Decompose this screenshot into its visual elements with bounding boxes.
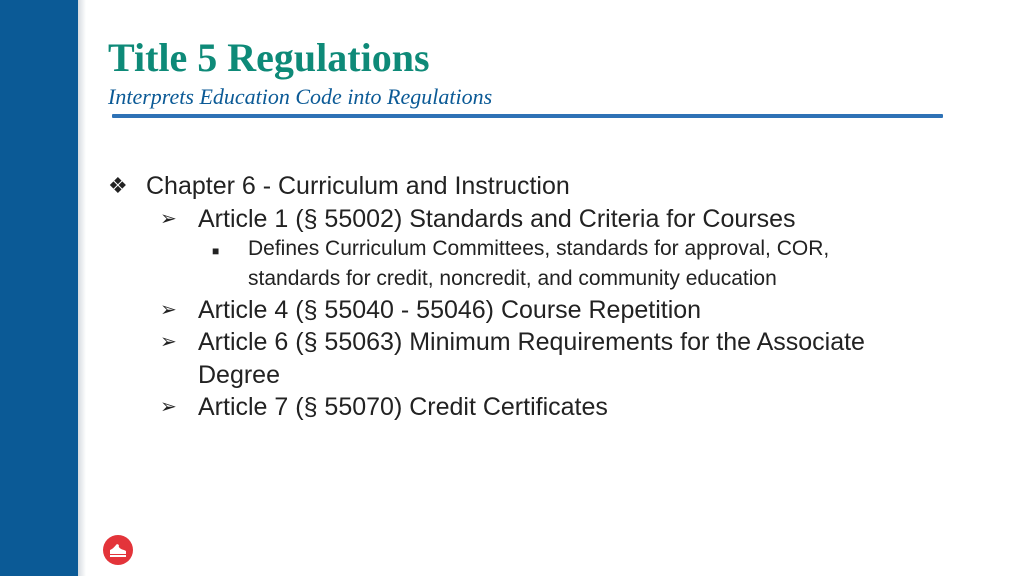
- logo-mark: [103, 535, 133, 565]
- square-bullet-icon: ■: [212, 244, 220, 258]
- article-1-detail-line-1: Defines Curriculum Committees, standards for approval, COR,: [248, 237, 830, 260]
- diamond-bullet-icon: ❖: [108, 173, 128, 198]
- article-1-detail-line-2: standards for credit, noncredit, and community education: [248, 267, 777, 290]
- arrow-bullet-icon: ➢: [160, 299, 177, 321]
- logo-icon: [103, 535, 133, 565]
- article-1-text: Article 1 (§ 55002) Standards and Criteria for Courses: [198, 205, 796, 233]
- arrow-bullet-icon: ➢: [160, 208, 177, 230]
- article-7-text: Article 7 (§ 55070) Credit Certificates: [198, 393, 608, 421]
- article-6-text-line-1: Article 6 (§ 55063) Minimum Requirements for the Associate: [198, 328, 865, 356]
- arrow-bullet-icon: ➢: [160, 331, 177, 353]
- slide-title: Title 5 Regulations: [108, 35, 430, 80]
- arrow-bullet-icon: ➢: [160, 396, 177, 418]
- slide-subtitle: Interprets Education Code into Regulations: [108, 84, 493, 109]
- article-6-text-line-2: Degree: [198, 361, 280, 389]
- article-4-text: Article 4 (§ 55040 - 55046) Course Repetition: [198, 296, 702, 324]
- chapter-text: Chapter 6 - Curriculum and Instruction: [146, 172, 570, 200]
